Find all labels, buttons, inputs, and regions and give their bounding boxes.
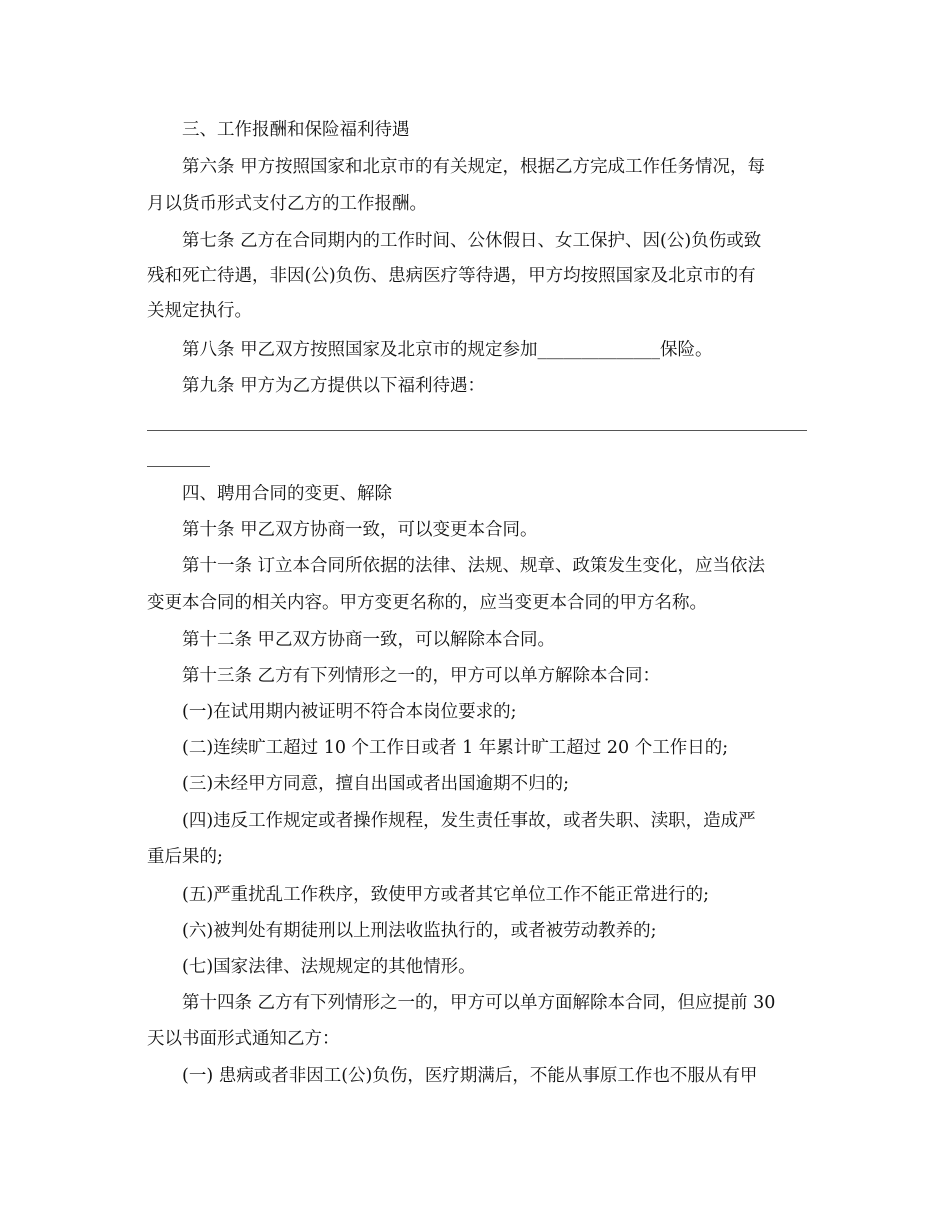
article-9: 第九条 甲方为乙方提供以下福利待遇： bbox=[182, 376, 486, 396]
article-14-item-1: (一) 患病或者非因工(公)负伤，医疗期满后，不能从事原工作也不服从有甲 bbox=[182, 1066, 758, 1086]
article-13-item-7: (七)国家法律、法规规定的其他情形。 bbox=[182, 957, 476, 977]
article-13-item-3: (三)未经甲方同意，擅自出国或者出国逾期不归的; bbox=[182, 774, 570, 794]
article-6-line-2: 月以货币形式支付乙方的工作报酬。 bbox=[147, 194, 427, 214]
article-13-item-5: (五)严重扰乱工作秩序，致使甲方或者其它单位工作不能正常进行的; bbox=[182, 885, 710, 905]
article-7-line-3: 关规定执行。 bbox=[147, 301, 252, 321]
article-8: 第八条 甲乙双方按照国家及北京市的规定参加______________保险。 bbox=[182, 340, 713, 360]
blank-fill-line bbox=[147, 430, 807, 431]
article-13-item-4-line-1: (四)违反工作规定或者操作规程，发生责任事故，或者失职、渎职，造成严 bbox=[182, 811, 756, 831]
article-11-line-1: 第十一条 订立本合同所依据的法律、法规、规章、政策发生变化，应当依法 bbox=[182, 556, 766, 576]
article-7-line-1: 第七条 乙方在合同期内的工作时间、公休假日、女工保护、因(公)负伤或致 bbox=[182, 231, 762, 251]
article-13-item-6: (六)被判处有期徒刑以上刑法收监执行的，或者被劳动教养的; bbox=[182, 921, 657, 941]
article-11-line-2: 变更本合同的相关内容。甲方变更名称的，应当变更本合同的甲方名称。 bbox=[147, 593, 707, 613]
article-13-item-1: (一)在试用期内被证明不符合本岗位要求的; bbox=[182, 702, 517, 722]
article-14-line-2: 天以书面形式通知乙方： bbox=[147, 1029, 340, 1049]
article-13: 第十三条 乙方有下列情形之一的，甲方可以单方解除本合同： bbox=[182, 666, 661, 686]
article-6-line-1: 第六条 甲方按照国家和北京市的有关规定，根据乙方完成工作任务情况，每 bbox=[182, 157, 766, 177]
section-heading: 四、聘用合同的变更、解除 bbox=[182, 484, 392, 504]
article-12: 第十二条 甲乙双方协商一致，可以解除本合同。 bbox=[182, 630, 556, 650]
article-13-item-4-line-2: 重后果的; bbox=[147, 847, 223, 867]
blank-fill-line-short bbox=[147, 466, 210, 467]
article-13-item-2: (二)连续旷工超过 10 个工作日或者 1 年累计旷工超过 20 个工作日的; bbox=[182, 738, 729, 758]
article-14-line-1: 第十四条 乙方有下列情形之一的，甲方可以单方面解除本合同，但应提前 30 bbox=[182, 993, 776, 1013]
article-7-line-2: 残和死亡待遇，非因(公)负伤、患病医疗等待遇，甲方均按照国家及北京市的有 bbox=[147, 266, 756, 286]
section-heading: 三、工作报酬和保险福利待遇 bbox=[182, 120, 410, 140]
article-10: 第十条 甲乙双方协商一致，可以变更本合同。 bbox=[182, 520, 538, 540]
